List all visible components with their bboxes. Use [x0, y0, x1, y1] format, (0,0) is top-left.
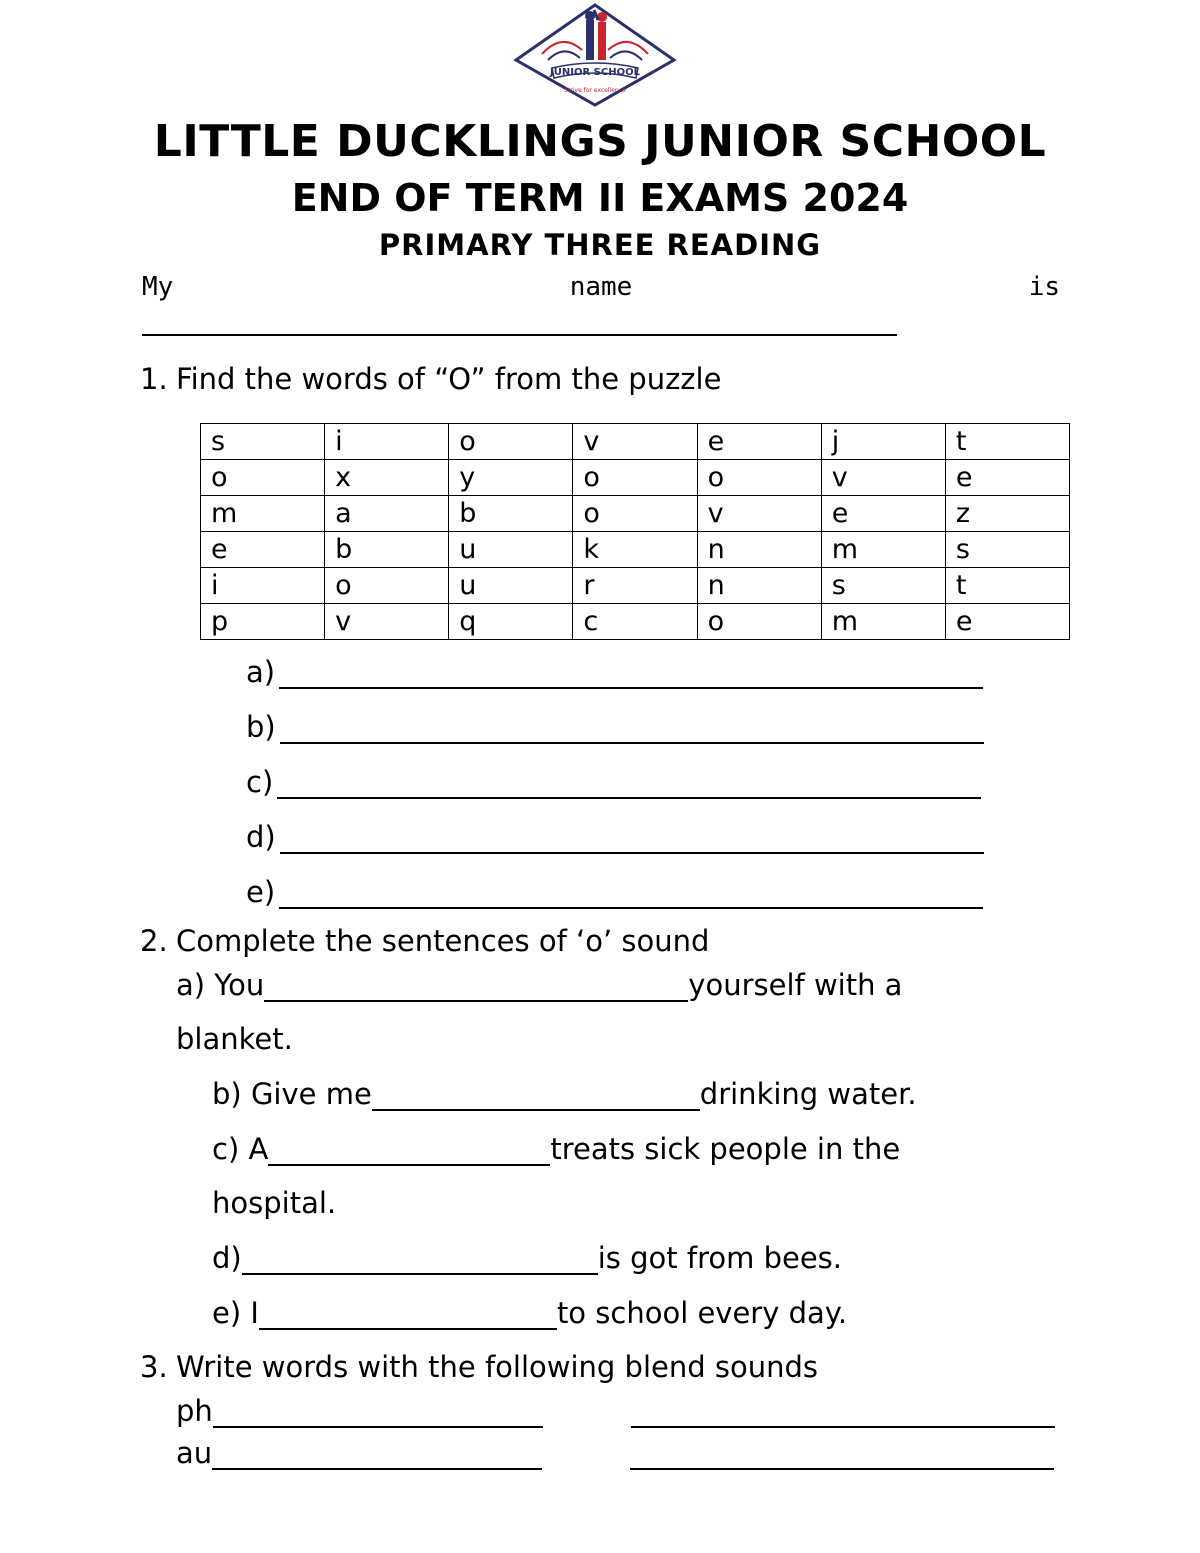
puzzle-cell: e: [945, 604, 1069, 640]
exam-title: END OF TERM II EXAMS 2024: [291, 176, 909, 220]
puzzle-cell: o: [201, 460, 325, 496]
sentence-text: a) You: [176, 968, 265, 1002]
question-1: [140, 362, 721, 396]
puzzle-cell: o: [697, 604, 821, 640]
question-text: Write words with the following blend sounds: [176, 1350, 818, 1384]
puzzle-cell: i: [201, 568, 325, 604]
puzzle-cell: s: [945, 532, 1069, 568]
answer-label: e): [246, 875, 276, 909]
sentence-blank[interactable]: [242, 1245, 598, 1275]
puzzle-cell: o: [573, 460, 697, 496]
sentence-text: e) I: [212, 1296, 259, 1330]
blend-blank-1[interactable]: [212, 1440, 542, 1470]
school-name: LITTLE DUCKLINGS JUNIOR SCHOOL: [153, 116, 1047, 167]
puzzle-cell: s: [821, 568, 945, 604]
sentence-text: c) A: [212, 1132, 269, 1166]
puzzle-cell: m: [821, 604, 945, 640]
answer-label: b): [246, 710, 276, 744]
sentence-text: yourself with a: [688, 968, 903, 1002]
logo-motto: Strive for excellence: [564, 87, 626, 94]
puzzle-cell: b: [449, 496, 573, 532]
puzzle-cell: s: [201, 424, 325, 460]
puzzle-cell: i: [325, 424, 449, 460]
sentence-text: blanket.: [176, 1022, 293, 1056]
blend-label: au: [176, 1436, 213, 1470]
answer-line-d[interactable]: [246, 820, 984, 854]
puzzle-cell: t: [945, 568, 1069, 604]
name-word-name: name: [569, 272, 633, 302]
puzzle-row: [201, 568, 1070, 604]
question-2: [140, 924, 709, 958]
puzzle-cell: u: [449, 532, 573, 568]
puzzle-row: [201, 604, 1070, 640]
name-word-my: My: [142, 272, 174, 302]
sentence-d: [212, 1241, 842, 1275]
puzzle-row: [201, 424, 1070, 460]
puzzle-cell: t: [945, 424, 1069, 460]
sentence-text: drinking water.: [699, 1077, 917, 1111]
answer-blank[interactable]: [279, 879, 983, 909]
puzzle-cell: n: [697, 568, 821, 604]
puzzle-cell: u: [449, 568, 573, 604]
sentence-text: is got from bees.: [597, 1241, 842, 1275]
blend-blank-2[interactable]: [630, 1440, 1054, 1470]
blend-row-au: [176, 1436, 1054, 1470]
sentence-e: [212, 1296, 847, 1330]
puzzle-cell: z: [945, 496, 1069, 532]
puzzle-cell: o: [449, 424, 573, 460]
puzzle-cell: a: [325, 496, 449, 532]
name-line: [142, 272, 1060, 302]
question-number: 2.: [140, 924, 168, 958]
question-number: 3.: [140, 1350, 168, 1384]
sentence-text: to school every day.: [556, 1296, 848, 1330]
answer-label: c): [246, 765, 274, 799]
puzzle-cell: v: [697, 496, 821, 532]
subject-title: PRIMARY THREE READING: [378, 228, 822, 262]
puzzle-cell: n: [697, 532, 821, 568]
answer-line-b[interactable]: [246, 710, 984, 744]
blend-row-ph: [176, 1394, 1055, 1428]
puzzle-cell: r: [573, 568, 697, 604]
word-puzzle: [200, 423, 1070, 640]
sentence-c-cont: [212, 1186, 336, 1220]
sentence-a-cont: [176, 1022, 293, 1056]
question-3: [140, 1350, 818, 1384]
answer-line-c[interactable]: [246, 765, 981, 799]
answer-label: a): [246, 655, 276, 689]
sentence-text: hospital.: [212, 1186, 337, 1220]
school-logo: [512, 2, 678, 108]
puzzle-cell: b: [325, 532, 449, 568]
puzzle-cell: y: [449, 460, 573, 496]
answer-line-a[interactable]: [246, 655, 983, 689]
answer-blank[interactable]: [279, 659, 983, 689]
puzzle-cell: o: [573, 496, 697, 532]
puzzle-row: [201, 460, 1070, 496]
puzzle-cell: k: [573, 532, 697, 568]
question-text: Find the words of “O” from the puzzle: [176, 362, 722, 396]
puzzle-cell: e: [945, 460, 1069, 496]
blend-blank-1[interactable]: [213, 1398, 543, 1428]
puzzle-cell: m: [201, 496, 325, 532]
puzzle-cell: o: [697, 460, 821, 496]
blend-blank-2[interactable]: [631, 1398, 1055, 1428]
puzzle-cell: q: [449, 604, 573, 640]
puzzle-row: [201, 496, 1070, 532]
name-blank[interactable]: [142, 334, 897, 336]
puzzle-cell: x: [325, 460, 449, 496]
puzzle-cell: o: [325, 568, 449, 604]
sentence-blank[interactable]: [259, 1300, 557, 1330]
puzzle-row: [201, 532, 1070, 568]
question-number: 1.: [140, 362, 168, 396]
sentence-text: d): [212, 1241, 242, 1275]
question-text: Complete the sentences of ‘o’ sound: [176, 924, 710, 958]
sentence-c: [212, 1132, 900, 1166]
puzzle-cell: c: [573, 604, 697, 640]
puzzle-cell: p: [201, 604, 325, 640]
sentence-blank[interactable]: [372, 1081, 700, 1111]
answer-blank[interactable]: [277, 769, 981, 799]
sentence-text: treats sick people in the: [550, 1132, 901, 1166]
name-word-is: is: [1028, 272, 1060, 302]
answer-line-e[interactable]: [246, 875, 983, 909]
puzzle-cell: j: [821, 424, 945, 460]
puzzle-cell: m: [821, 532, 945, 568]
sentence-a: [176, 968, 902, 1002]
answer-blank[interactable]: [280, 714, 984, 744]
blend-label: ph: [176, 1394, 213, 1428]
puzzle-cell: e: [201, 532, 325, 568]
puzzle-cell: e: [821, 496, 945, 532]
puzzle-cell: v: [821, 460, 945, 496]
puzzle-cell: e: [697, 424, 821, 460]
sentence-blank[interactable]: [264, 972, 688, 1002]
sentence-b: [212, 1077, 917, 1111]
puzzle-cell: v: [573, 424, 697, 460]
answer-label: d): [246, 820, 276, 854]
answer-blank[interactable]: [280, 824, 984, 854]
logo-text: JUNIOR SCHOOL: [550, 67, 640, 78]
puzzle-cell: v: [325, 604, 449, 640]
sentence-text: b) Give me: [212, 1077, 372, 1111]
sentence-blank[interactable]: [268, 1136, 550, 1166]
